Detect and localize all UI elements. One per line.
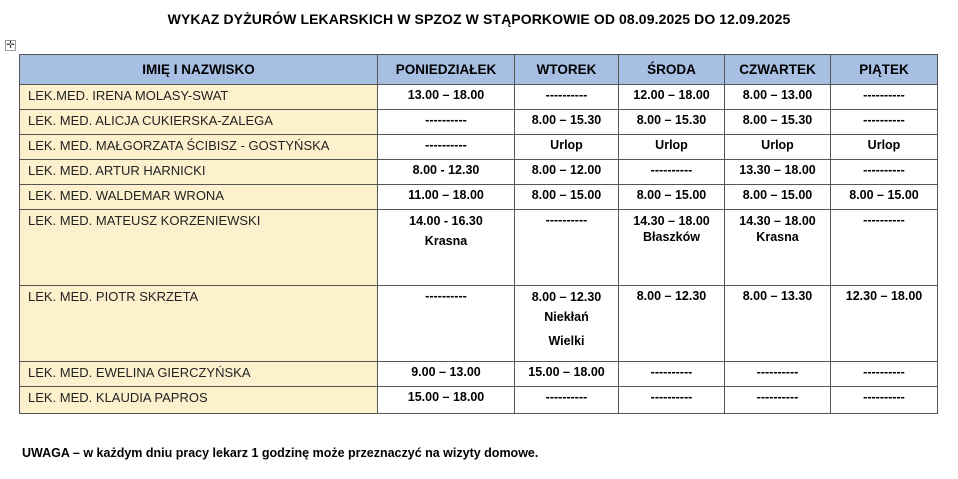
doctor-name: LEK. MED. KLAUDIA PAPROS [20,387,378,414]
table-row [20,210,938,286]
doctor-name: LEK. MED. WALDEMAR WRONA [20,185,378,210]
doctor-name: LEK.MED. IRENA MOLASY-SWAT [20,85,378,110]
hours-text: 8.00 – 15.00 [742,188,813,202]
hours-text: Urlop [550,138,583,152]
hours-text: 8.00 – 15.00 [636,188,707,202]
schedule-cell-monday [378,160,515,185]
hours-text: 12.00 – 18.00 [633,88,710,102]
hours-text: ---------- [650,163,693,177]
hours-text: ---------- [863,213,905,227]
hours-text: 8.00 – 12.00 [531,163,602,177]
hours-text: ---------- [545,390,588,404]
location-text: Krasna [756,230,799,244]
header-thursday: CZWARTEK [725,55,831,85]
schedule-cell-wednesday [619,135,725,160]
schedule-cell-friday [831,160,938,185]
table-row [20,387,938,414]
schedule-cell-monday [378,210,515,286]
hours-text: 8.00 - 12.30 [412,163,480,177]
schedule-cell-monday [378,286,515,362]
location-text: Wielki [548,334,585,348]
schedule-cell-wednesday [619,85,725,110]
hours-text: ---------- [650,390,693,404]
hours-text: Urlop [655,138,688,152]
schedule-cell-friday [831,210,938,286]
table-row [20,85,938,110]
hours-text: 8.00 – 13.30 [742,289,813,303]
schedule-cell-tuesday [515,387,619,414]
schedule-cell-wednesday [619,210,725,286]
hours-text: ---------- [545,213,588,227]
page-title: WYKAZ DYŻURÓW LEKARSKICH W SPZOZ W STĄPORKOWIE OD 08.09.2025 DO 12.09.2025 [167,11,791,27]
header-friday: PIĄTEK [831,55,938,85]
schedule-cell-tuesday [515,110,619,135]
schedule-cell-friday [831,387,938,414]
hours-text: ---------- [756,390,799,404]
schedule-cell-thursday [725,185,831,210]
schedule-cell-thursday [725,160,831,185]
schedule-cell-tuesday [515,286,619,362]
schedule-cell-monday [378,387,515,414]
location-text: Błaszków [643,230,700,244]
table-row [20,286,938,362]
schedule-cell-wednesday [619,185,725,210]
schedule-cell-tuesday [515,160,619,185]
hours-text: 13.00 – 18.00 [407,88,485,102]
location-text: Krasna [424,234,468,248]
doctor-name: LEK. MED. EWELINA GIERCZYŃSKA [20,362,378,387]
hours-text: 8.00 – 13.00 [742,88,813,102]
hours-text: ---------- [863,88,905,102]
schedule-cell-thursday [725,286,831,362]
hours-text: ---------- [756,365,799,379]
schedule-cell-wednesday [619,362,725,387]
table-row [20,135,938,160]
schedule-cell-thursday [725,387,831,414]
schedule-cell-wednesday [619,387,725,414]
schedule-cell-wednesday [619,286,725,362]
hours-text: 8.00 – 15.00 [531,188,602,202]
schedule-cell-monday [378,362,515,387]
schedule-cell-thursday [725,135,831,160]
table-row [20,185,938,210]
table-row [20,160,938,185]
schedule-cell-tuesday [515,85,619,110]
doctor-name: LEK. MED. ARTUR HARNICKI [20,160,378,185]
hours-text: Urlop [761,138,794,152]
table-row [20,362,938,387]
schedule-cell-friday [831,286,938,362]
schedule-cell-friday [831,135,938,160]
schedule-cell-monday [378,110,515,135]
schedule-cell-monday [378,85,515,110]
hours-text: 8.00 – 15.00 [849,188,919,202]
hours-text: 9.00 – 13.00 [411,365,481,379]
schedule-cell-wednesday [619,160,725,185]
hours-text: 8.00 – 15.30 [531,113,602,127]
doctor-name: LEK. MED. ALICJA CUKIERSKA-ZALEGA [20,110,378,135]
header-name: IMIĘ I NAZWISKO [20,55,378,85]
schedule-cell-friday [831,85,938,110]
hours-text: 14.30 – 18.00 [633,214,710,228]
hours-text: 15.00 – 18.00 [528,365,605,379]
hours-text: ---------- [545,88,588,102]
hours-text: ---------- [863,113,905,127]
schedule-cell-thursday [725,362,831,387]
note-text: UWAGA – w każdym dniu pracy lekarz 1 godzinę może przeznaczyć na wizyty domowe. [22,446,539,460]
schedule-cell-tuesday [515,185,619,210]
hours-text: 8.00 – 15.30 [636,113,707,127]
hours-text: ---------- [863,390,905,404]
doctor-name: LEK. MED. MAŁGORZATA ŚCIBISZ - GOSTYŃSKA [20,135,378,160]
schedule-cell-monday [378,135,515,160]
schedule-cell-tuesday [515,362,619,387]
schedule-cell-thursday [725,85,831,110]
hours-text: ---------- [863,163,905,177]
hours-text: 8.00 – 12.30 [636,289,707,303]
hours-text: 14.30 – 18.00 [739,214,816,228]
schedule-cell-friday [831,362,938,387]
header-monday: PONIEDZIAŁEK [378,55,515,85]
schedule-cell-tuesday [515,210,619,286]
table-header-row [20,55,938,85]
schedule-cell-thursday [725,210,831,286]
table-move-handle-icon[interactable]: ✛ [6,40,15,51]
schedule-cell-monday [378,185,515,210]
hours-text: ---------- [425,113,467,127]
schedule-cell-friday [831,185,938,210]
hours-text: ---------- [425,289,467,303]
hours-text: 8.00 – 15.30 [742,113,813,127]
schedule-cell-tuesday [515,135,619,160]
hours-text: Urlop [867,138,901,152]
schedule-cell-wednesday [619,110,725,135]
hours-text: 14.00 - 16.30 [409,214,483,228]
hours-text: ---------- [425,138,467,152]
schedule-cell-thursday [725,110,831,135]
hours-text: ---------- [650,365,693,379]
header-tuesday: WTOREK [515,55,619,85]
hours-text: 11.00 – 18.00 [408,188,484,202]
hours-text: 12.30 – 18.00 [845,289,923,303]
hours-text: ---------- [863,365,905,379]
doctor-name: LEK. MED. MATEUSZ KORZENIEWSKI [20,210,378,286]
header-wednesday: ŚRODA [619,55,725,85]
doctor-name: LEK. MED. PIOTR SKRZETA [20,286,378,362]
table-row [20,110,938,135]
hours-text: 13.30 – 18.00 [739,163,816,177]
hours-text: 15.00 – 18.00 [407,390,485,404]
hours-text: 8.00 – 12.30 [531,290,602,304]
schedule-cell-friday [831,110,938,135]
location-text: Niekłań [544,310,589,324]
duty-schedule-table [19,54,938,414]
